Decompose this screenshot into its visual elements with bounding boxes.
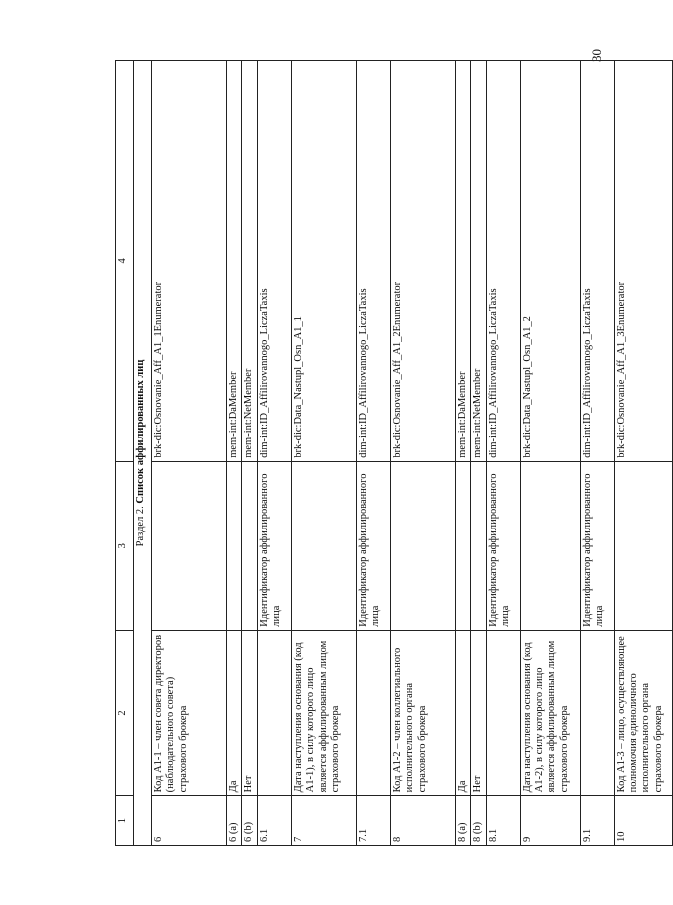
row-description: Код А1-2 – член коллегиального исполнительного органа страхового брокера [390,630,455,796]
row-number: 9.1 [580,796,614,846]
table-row [614,61,672,846]
row-label [614,461,672,630]
row-label: Идентификатор аффилированного лица [486,461,520,630]
row-label [390,461,455,630]
row-number: 6 (b) [242,796,257,846]
row-description [257,630,291,796]
table-row [580,61,614,846]
table-row [520,61,580,846]
row-code: brk-dic:Osnovanie_Aff_A1_1Enumerator [152,61,227,462]
table-row [291,61,356,846]
section-title [134,61,152,846]
row-number: 8 (a) [455,796,470,846]
section-title-bold: Список аффилированных лиц [135,359,146,504]
row-code: brk-dic:Data_Nastupl_Osn_A1_1 [291,61,356,462]
row-description [486,630,520,796]
table-row [471,61,486,846]
row-code: dim-int:ID_Affilirovannogo_LiczaTaxis [257,61,291,462]
row-number: 8 [390,796,455,846]
row-number: 9 [520,796,580,846]
header-cell-4: 4 [116,61,134,462]
row-description: Да [227,630,242,796]
table-row [257,61,291,846]
section-row [134,61,152,846]
row-number: 6.1 [257,796,291,846]
row-number: 7.1 [356,796,390,846]
row-description: Код А1-1 – член совета директоров (наблюдательного совета) страхового брокера [152,630,227,796]
row-code: mem-int:DaMember [227,61,242,462]
row-code: mem-int:NetMember [242,61,257,462]
row-number: 8.1 [486,796,520,846]
row-number: 10 [614,796,672,846]
row-label: Идентификатор аффилированного лица [580,461,614,630]
row-code: mem-int:DaMember [455,61,470,462]
row-label [227,461,242,630]
row-description: Код А1-3 – лицо, осуществляющее полномочия единоличного исполнительного органа страхового брокера [614,630,672,796]
table-row [390,61,455,846]
table-row [152,61,227,846]
table-row [486,61,520,846]
rotated-table-container [115,60,664,846]
row-label [471,461,486,630]
header-row [116,61,134,846]
row-code: brk-dic:Osnovanie_Aff_A1_3Enumerator [614,61,672,462]
row-code: brk-dic:Osnovanie_Aff_A1_2Enumerator [390,61,455,462]
row-number: 6 (a) [227,796,242,846]
row-description [580,630,614,796]
row-description: Дата наступления основания (код А1-1), в силу которого лицо является аффилированным лицом страхового брокера [291,630,356,796]
row-label: Идентификатор аффилированного лица [257,461,291,630]
row-label [455,461,470,630]
row-description: Да [455,630,470,796]
row-number: 6 [152,796,227,846]
row-description [356,630,390,796]
row-label [520,461,580,630]
row-description: Нет [471,630,486,796]
row-label [291,461,356,630]
header-cell-3: 3 [116,461,134,630]
row-label: Идентификатор аффилированного лица [356,461,390,630]
row-code: dim-int:ID_Affilirovannogo_LiczaTaxis [356,61,390,462]
row-code: dim-int:ID_Affilirovannogo_LiczaTaxis [486,61,520,462]
table-row [356,61,390,846]
row-description: Нет [242,630,257,796]
row-label [242,461,257,630]
row-number: 8 (b) [471,796,486,846]
header-cell-2: 2 [116,630,134,796]
table-row [455,61,470,846]
row-label [152,461,227,630]
row-code: mem-int:NetMember [471,61,486,462]
affiliates-table [115,60,673,846]
row-code: brk-dic:Data_Nastupl_Osn_A1_2 [520,61,580,462]
table-row [242,61,257,846]
section-title-prefix: Раздел 2. [135,506,146,547]
table-row [227,61,242,846]
row-number: 7 [291,796,356,846]
row-code: dim-int:ID_Affilirovannogo_LiczaTaxis [580,61,614,462]
row-description: Дата наступления основания (код А1-2), в силу которого лицо является аффилированным лицом страхового брокера [520,630,580,796]
header-cell-1: 1 [116,796,134,846]
page-number: 30 [589,49,604,62]
